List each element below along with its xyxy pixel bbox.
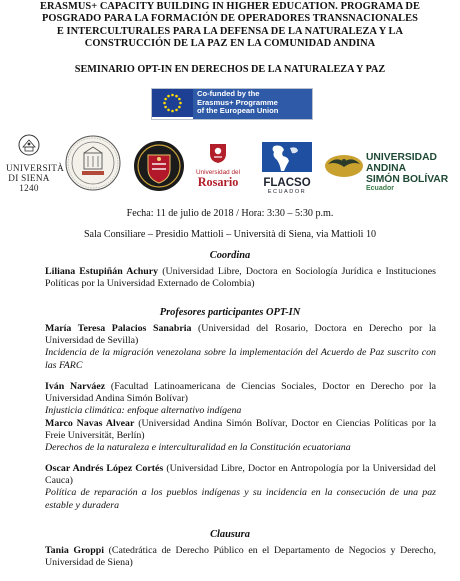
title-line: E INTERCULTURALES PARA LA DEFENSA DE LA NATURALEZA Y LA [56, 25, 404, 37]
professor-name: Oscar Andrés López Cortés [45, 463, 164, 474]
professor-entry [45, 463, 436, 512]
clausura-heading: Clausura [210, 529, 250, 540]
title-line: ERASMUS+ CAPACITY BUILDING IN HIGHER EDUCATION. PROGRAMA DE [40, 1, 420, 12]
universita-di-siena-logo [6, 134, 65, 193]
eu-banner-text [193, 89, 312, 119]
siena-name-line2: DI SIENA [8, 173, 50, 183]
universidad-del-rosario-logo [192, 142, 244, 190]
eu-banner-line: Co-funded by the [197, 89, 260, 98]
eu-flag-icon [152, 89, 193, 117]
professor-name: Marco Navas Alvear [45, 418, 135, 429]
americas-map-icon [262, 142, 312, 172]
professor-topic: Política de reparación a los pueblos indígenas y su incidencia en la consecución de una paz estable y duradera [45, 487, 436, 511]
siena-seal-icon [6, 134, 52, 158]
program-title [10, 1, 450, 51]
event-venue: Sala Consiliare – Presidio Mattioli – Università di Siena, via Mattioli 10 [83, 229, 377, 240]
professor-topic: Derechos de la naturaleza e interculturalidad en la Constitución ecuatoriana [45, 442, 351, 454]
closing-speaker-name: Tania Groppi [45, 545, 104, 556]
coordinator-name: Liliana Estupiñán Achury [45, 266, 159, 277]
siena-name-line1: UNIVERSITÀ [6, 163, 65, 173]
professor-details: (Universidad Andina Simón Bolívar, Doctor en Ciencias Políticas por la Freie Universität, Berlín) [45, 418, 436, 442]
rosario-crest-icon [192, 142, 244, 164]
flacso-ecuador-logo [262, 142, 312, 195]
coordina-entry [45, 266, 436, 290]
erasmus-cofunding-banner [151, 88, 313, 120]
universidad-libre-logo [133, 140, 185, 192]
andina-line1: UNIVERSIDAD ANDINA [366, 152, 437, 174]
siena-year: 1240 [19, 183, 39, 193]
event-date-time: Fecha: 11 de julio de 2018 / Hora: 3:30 – 5:30 p.m. [126, 208, 334, 219]
alma-mater-seal-logo [64, 134, 122, 192]
professor-name: Iván Narváez [45, 381, 106, 392]
rosario-small-text: Universidad del [195, 169, 241, 176]
professor-details: (Facultad Latinoamericana de Ciencias Sociales, Doctor en Derecho por la Universidad Andina Simón Bolívar) [45, 381, 437, 405]
rosario-name: Rosario [197, 175, 239, 189]
seminar-subtitle: SEMINARIO OPT-IN EN DERECHOS DE LA NATURALEZA Y PAZ [74, 64, 386, 75]
profesores-heading: Profesores participantes OPT-IN [159, 307, 301, 318]
andina-line2: SIMÓN BOLÍVAR [366, 174, 449, 185]
professor-topic: Injusticia climática: enfoque alternativo indígena [45, 405, 242, 417]
circular-seal-icon [64, 134, 122, 192]
flacso-country: ECUADOR [267, 189, 307, 195]
andina-line3: Ecuador [366, 185, 395, 192]
coordina-heading: Coordina [209, 250, 251, 261]
title-line: CONSTRUCCIÓN DE LA PAZ EN LA COMUNIDAD ANDINA [84, 38, 376, 50]
closing-speaker-details: (Catedrática de Derecho Público en el Departamento de Negocios y Derecho, Universidad de Siena) [45, 545, 436, 569]
coordinator-details: (Universidad Libre, Doctora en Sociología Jurídica e Instituciones Políticas por la Universidad Externado de Colombia) [45, 266, 436, 290]
clausura-entry [45, 545, 436, 569]
condor-icon [324, 148, 364, 178]
professor-details: (Universidad del Rosario, Doctora en Derecho por la Universidad de Sevilla) [45, 323, 437, 347]
universidad-andina-simon-bolivar-logo [324, 146, 458, 190]
title-line: POSGRADO PARA LA FORMACIÓN DE OPERADORES TRANSNACIONALES [42, 13, 418, 25]
eu-banner-line: of the European Union [197, 106, 279, 116]
professor-entry [45, 323, 436, 372]
flacso-name: FLACSO [263, 177, 311, 189]
professor-entry [45, 381, 436, 418]
professor-topic: Incidencia de la migración venezolana sobre la implementación del Acuerdo de Paz suscrito con las FARC [45, 347, 436, 371]
libre-shield-icon [133, 140, 185, 192]
professor-name: María Teresa Palacios Sanabria [45, 323, 192, 334]
professor-entry [45, 418, 436, 455]
eu-banner-line: Erasmus+ Programme [197, 97, 278, 107]
professor-details: (Universidad Libre, Doctor en Antropología por la Universidad del Cauca) [45, 463, 436, 487]
